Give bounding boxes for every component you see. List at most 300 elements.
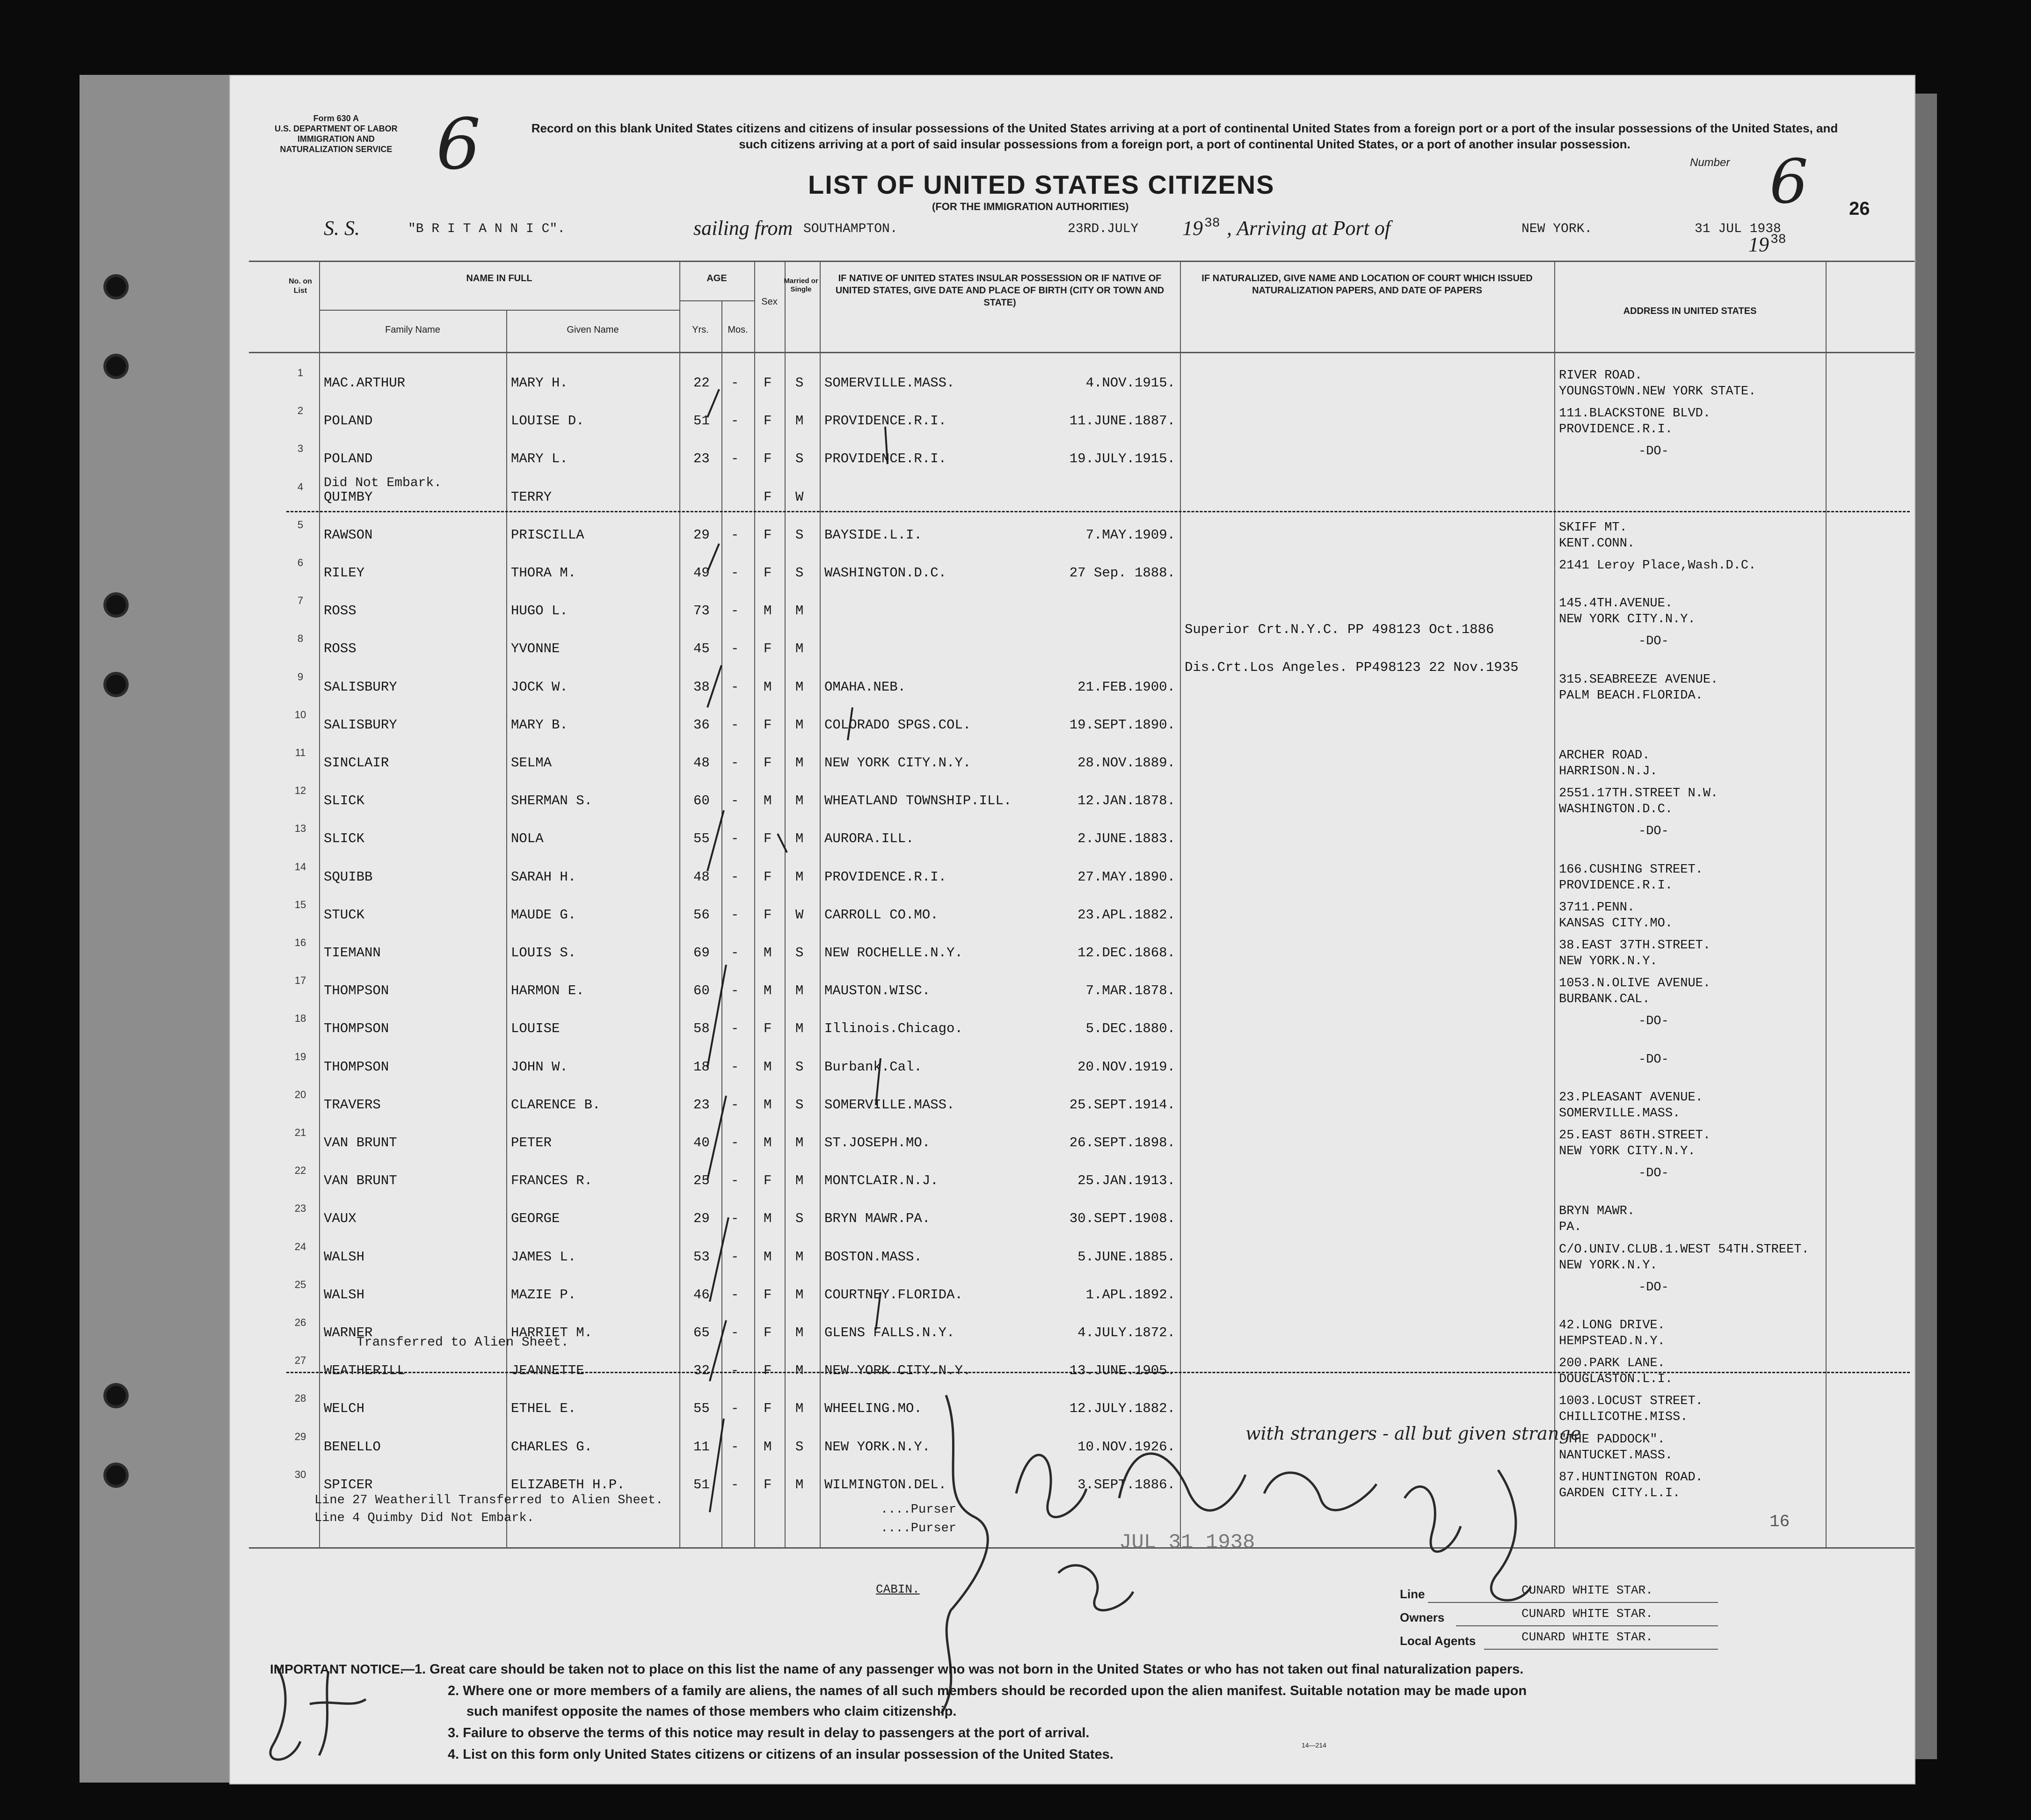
cell-yrs: 73 xyxy=(693,603,710,619)
cell-address-line-2: NANTUCKET.MASS. xyxy=(1559,1448,1673,1463)
cell-address-line-1: 23.PLEASANT AVENUE. xyxy=(1559,1090,1703,1105)
cell-place: PROVIDENCE.R.I. xyxy=(824,413,947,429)
header-birth: IF NATIVE OF UNITED STATES INSULAR POSSESSION OR IF NATIVE OF UNITED STATES, GIVE DATE AND PLACE OF BIRTH (CITY OR TOWN AND STATE) xyxy=(835,273,1165,308)
cell-place: SOMERVILLE.MASS. xyxy=(824,375,955,391)
form-id: Form 630 A xyxy=(313,114,359,123)
cell-date: 4.NOV.1915. xyxy=(1085,375,1175,391)
cell-family: RAWSON xyxy=(324,527,373,543)
cell-date: 28.NOV.1889. xyxy=(1077,755,1175,771)
cell-address-line-2: PROVIDENCE.R.I. xyxy=(1559,878,1673,893)
cell-mos: - xyxy=(731,413,739,429)
cell-date: 19.SEPT.1890. xyxy=(1069,717,1175,733)
cell-date: 7.MAY.1909. xyxy=(1085,527,1175,543)
cell-address-line-2: NEW YORK.N.Y. xyxy=(1559,954,1658,968)
purser-line-2: ....Purser xyxy=(881,1522,957,1536)
cell-family: MAC.ARTHUR xyxy=(324,375,406,391)
cell-yrs: 58 xyxy=(693,1021,710,1037)
cell-mos: - xyxy=(731,1097,739,1113)
cell-address-line-2: DOUGLASTON.L.I. xyxy=(1559,1372,1673,1387)
cell-address-line-2: CHILLICOTHE.MISS. xyxy=(1559,1410,1688,1425)
cell-address-line-2: GARDEN CITY.L.I. xyxy=(1559,1486,1681,1500)
cell-given: MARY H. xyxy=(511,375,568,391)
cell-address-line-1: BRYN MAWR. xyxy=(1559,1204,1635,1219)
cell-address-line-1: 25.EAST 86TH.STREET. xyxy=(1559,1128,1711,1143)
cell-address-line-2: PALM BEACH.FLORIDA. xyxy=(1559,688,1703,703)
row-number: 29 xyxy=(294,1430,306,1442)
cell-mos: - xyxy=(731,1211,739,1227)
cell-ms: S xyxy=(795,945,804,961)
cell-given: MARY L. xyxy=(511,451,568,467)
row-number: 21 xyxy=(294,1127,306,1138)
cell-mos: - xyxy=(731,983,739,999)
owners-value: CUNARD WHITE STAR. xyxy=(1521,1607,1653,1621)
cell-given: HARRIET M. xyxy=(511,1325,593,1340)
cell-family: TRAVERS xyxy=(324,1097,381,1113)
cell-address-line-1: ARCHER ROAD. xyxy=(1559,749,1650,763)
cell-given: MARY B. xyxy=(511,717,568,733)
row-number: 11 xyxy=(295,747,306,758)
cell-yrs: 49 xyxy=(693,565,710,581)
cell-place: ST.JOSEPH.MO. xyxy=(824,1135,931,1150)
page-title: LIST OF UNITED STATES CITIZENS xyxy=(808,170,1275,199)
table-top-rule xyxy=(249,261,1915,262)
cell-sex: M xyxy=(764,1097,772,1113)
ship-name: "B R I T A N N I C". xyxy=(408,222,566,236)
cell-sex: F xyxy=(764,451,772,467)
header-family-name: Family Name xyxy=(385,325,440,335)
cell-date: 12.JAN.1878. xyxy=(1077,793,1175,809)
year-prefix: 19 xyxy=(1182,217,1203,240)
cell-address-line-1: -DO- xyxy=(1638,634,1669,649)
cell-address-line-2: KENT.CONN. xyxy=(1559,536,1635,551)
cell-yrs: 23 xyxy=(693,1097,710,1113)
port-from: SOUTHAMPTON. xyxy=(803,222,898,236)
row-number: 28 xyxy=(294,1392,306,1405)
header-name-in-full: NAME IN FULL xyxy=(466,273,532,284)
cell-date: 1.APL.1892. xyxy=(1085,1287,1175,1303)
cell-address-line-1: C/O.UNIV.CLUB.1.WEST 54TH.STREET. xyxy=(1559,1242,1809,1257)
cell-family: RILEY xyxy=(324,565,365,581)
cell-family: SINCLAIR xyxy=(324,755,389,771)
number-label: Number xyxy=(1690,156,1730,169)
date-from: 23RD.JULY xyxy=(1068,222,1139,236)
cell-date: 12.JULY.1882. xyxy=(1069,1401,1175,1417)
cell-address-line-1: 1003.LOCUST STREET. xyxy=(1559,1394,1703,1409)
row-number: 1 xyxy=(297,367,304,379)
cell-family: POLAND xyxy=(324,413,373,429)
header-married-single: Married or Single xyxy=(784,277,818,293)
cell-address-line-1: -DO- xyxy=(1638,824,1669,839)
header-sex: Sex xyxy=(761,297,778,307)
cell-sex: F xyxy=(764,489,772,505)
cabin-label: CABIN. xyxy=(876,1582,920,1596)
cell-ms: S xyxy=(795,527,804,543)
binder-hole xyxy=(106,1465,126,1485)
cell-family: SPICER xyxy=(324,1477,373,1492)
footer-line-1: Line 27 Weatherill Transferred to Alien Sheet. xyxy=(314,1493,663,1507)
cell-yrs: 55 xyxy=(693,1401,710,1417)
cell-ms: W xyxy=(795,907,804,923)
cell-given: TERRY xyxy=(511,489,552,505)
cell-ms: S xyxy=(795,565,804,581)
row-number: 30 xyxy=(294,1468,306,1480)
cell-given: LOUISE xyxy=(511,1021,560,1037)
cell-given: ETHEL E. xyxy=(511,1401,576,1417)
row-number: 6 xyxy=(297,557,304,568)
cell-date: 26.SEPT.1898. xyxy=(1069,1135,1175,1150)
footer-line-2: Line 4 Quimby Did Not Embark. xyxy=(314,1511,534,1525)
cell-yrs: 40 xyxy=(693,1135,710,1150)
cell-given: JOHN W. xyxy=(511,1059,568,1075)
page-tally: 16 xyxy=(1769,1512,1790,1531)
cell-mos: - xyxy=(731,793,739,809)
sheet-number: 6 xyxy=(1769,146,1808,217)
cell-sex: M xyxy=(764,603,772,619)
cell-yrs: 45 xyxy=(693,641,710,657)
cell-date: 11.JUNE.1887. xyxy=(1069,413,1175,429)
cell-given: GEORGE xyxy=(511,1211,560,1227)
row-number: 5 xyxy=(297,518,304,531)
cell-place: NEW YORK CITY.N.Y. xyxy=(824,1363,971,1379)
cell-family: WALSH xyxy=(324,1249,365,1265)
service-line-1: IMMIGRATION AND xyxy=(297,134,375,144)
row4-note: Did Not Embark. xyxy=(324,476,442,490)
cell-sex: M xyxy=(764,945,772,961)
cell-ms: S xyxy=(795,1439,804,1455)
cell-address-line-2: SOMERVILLE.MASS. xyxy=(1559,1106,1681,1121)
cell-yrs: 56 xyxy=(693,907,710,923)
row-number: 25 xyxy=(294,1278,306,1290)
cell-family: QUIMBY xyxy=(324,489,373,505)
cell-place: NEW ROCHELLE.N.Y. xyxy=(824,945,963,961)
owners-label: Owners xyxy=(1400,1610,1445,1624)
margin-mark xyxy=(885,427,888,464)
service-line-2: NATURALIZATION SERVICE xyxy=(280,145,393,154)
agents-underline xyxy=(1484,1649,1718,1650)
cell-place: AURORA.ILL. xyxy=(824,831,914,847)
header-bottom-rule xyxy=(249,352,1915,353)
header-yrs: Yrs. xyxy=(692,325,709,335)
cell-address-line-2: HEMPSTEAD.N.Y. xyxy=(1559,1334,1665,1348)
cell-family: WALSH xyxy=(324,1287,365,1303)
cell-address-line-1: -DO- xyxy=(1638,1052,1669,1067)
cell-given: LOUISE D. xyxy=(511,413,584,429)
cell-place: PROVIDENCE.R.I. xyxy=(824,451,947,467)
cell-date: 21.FEB.1900. xyxy=(1077,679,1175,695)
cell-yrs: 48 xyxy=(693,869,710,885)
cell-ms: W xyxy=(795,489,804,505)
cell-address-line-1: -DO- xyxy=(1638,444,1669,459)
cell-place: CARROLL CO.MO. xyxy=(824,907,939,923)
cell-yrs: 46 xyxy=(693,1287,710,1303)
notice-3: 3. Failure to observe the terms of this notice may result in delay to passengers at the port of arrival. xyxy=(448,1725,1090,1740)
cell-family: VAUX xyxy=(324,1211,357,1227)
received-stamp: JUL 31 1938 xyxy=(1119,1531,1255,1554)
cell-sex: F xyxy=(764,375,772,391)
row-number: 23 xyxy=(294,1202,306,1215)
cell-ms: M xyxy=(795,1401,804,1417)
cell-given: PRISCILLA xyxy=(511,527,584,543)
row-number: 19 xyxy=(294,1050,306,1063)
cell-sex: F xyxy=(764,1325,772,1340)
cell-ms: M xyxy=(795,717,804,733)
row-number: 8 xyxy=(297,633,304,645)
cell-place: COLORADO SPGS.COL. xyxy=(824,717,971,733)
cell-place: MAUSTON.WISC. xyxy=(824,983,931,999)
cell-place: PROVIDENCE.R.I. xyxy=(824,869,947,885)
cell-address-line-1: 200.PARK LANE. xyxy=(1559,1356,1665,1371)
cell-given: JAMES L. xyxy=(511,1249,576,1265)
row-number: 7 xyxy=(297,595,304,607)
cell-ms: M xyxy=(795,603,804,619)
cell-ms: M xyxy=(795,413,804,429)
cell-mos: - xyxy=(731,565,739,581)
row-number: 14 xyxy=(294,860,306,873)
check-stroke xyxy=(710,1419,724,1512)
cell-address-line-1: 315.SEABREEZE AVENUE. xyxy=(1559,672,1718,687)
cell-ms: M xyxy=(795,641,804,657)
cell-date: 2.JUNE.1883. xyxy=(1077,831,1175,847)
cell-sex: M xyxy=(764,1211,772,1227)
cell-family: SQUIBB xyxy=(324,869,373,885)
cell-address-line-1: RIVER ROAD. xyxy=(1559,369,1643,383)
owners-underline xyxy=(1456,1625,1718,1626)
cell-yrs: 65 xyxy=(693,1325,710,1340)
cell-ms: M xyxy=(795,1249,804,1265)
cell-mos: - xyxy=(731,679,739,695)
row-number: 26 xyxy=(294,1317,306,1328)
cell-mos: - xyxy=(731,375,739,391)
cell-address-line-1: 145.4TH.AVENUE. xyxy=(1559,597,1673,611)
cell-family: VAN BRUNT xyxy=(324,1135,397,1150)
row-number: 16 xyxy=(294,937,306,948)
cell-mos: - xyxy=(731,1401,739,1417)
cell-place: SOMERVILLE.MASS. xyxy=(824,1097,955,1113)
cell-place: OMAHA.NEB. xyxy=(824,679,906,695)
cell-address-line-1: 1053.N.OLIVE AVENUE. xyxy=(1559,976,1711,991)
cell-yrs: 38 xyxy=(693,679,710,695)
cell-nat: Superior Crt.N.Y.C. PP 498123 Oct.1886 xyxy=(1185,622,1494,638)
cell-date: 3.SEPT.1886. xyxy=(1077,1477,1175,1492)
cell-family: TIEMANN xyxy=(324,945,381,961)
cell-given: SHERMAN S. xyxy=(511,793,593,809)
col-rule xyxy=(1554,261,1555,1547)
cell-yrs: 48 xyxy=(693,755,710,771)
cell-yrs: 60 xyxy=(693,983,710,999)
cell-address-line-1: -DO- xyxy=(1638,1166,1669,1181)
cell-ms: M xyxy=(795,755,804,771)
cell-mos: - xyxy=(731,1173,739,1189)
cell-given: HARMON E. xyxy=(511,983,584,999)
cell-address-line-1: 42.LONG DRIVE. xyxy=(1559,1318,1665,1332)
row-number: 2 xyxy=(297,405,304,417)
cell-family: SALISBURY xyxy=(324,717,397,733)
cell-given: SARAH H. xyxy=(511,869,576,885)
row-number: 3 xyxy=(297,443,304,455)
cell-family: THOMPSON xyxy=(324,983,389,999)
cell-address-line-1: 38.EAST 37TH.STREET. xyxy=(1559,939,1711,953)
cell-mos: - xyxy=(731,869,739,885)
cell-yrs: 32 xyxy=(693,1363,710,1379)
cell-family: SLICK xyxy=(324,831,365,847)
cell-yrs: 23 xyxy=(693,451,710,467)
binder-hole xyxy=(106,675,126,694)
cell-sex: F xyxy=(764,1401,772,1417)
cell-place: WHEELING.MO. xyxy=(824,1401,922,1417)
cell-place: MONTCLAIR.N.J. xyxy=(824,1173,939,1189)
cell-mos: - xyxy=(731,1439,739,1455)
cell-ms: M xyxy=(795,1287,804,1303)
margin-mark xyxy=(876,1292,881,1330)
cell-ms: M xyxy=(795,1363,804,1379)
cell-date: 27.MAY.1890. xyxy=(1077,869,1175,885)
year-prefix-2: 19 xyxy=(1748,233,1769,256)
cell-sex: F xyxy=(764,1287,772,1303)
ss-label: S. S. xyxy=(324,217,360,240)
cell-date: 30.SEPT.1908. xyxy=(1069,1211,1175,1227)
cell-yrs: 22 xyxy=(693,375,710,391)
cell-address-line-1: "THE PADDOCK". xyxy=(1559,1432,1665,1447)
cell-given: SELMA xyxy=(511,755,552,771)
cell-given: MAZIE P. xyxy=(511,1287,576,1303)
cell-address-line-1: -DO- xyxy=(1638,1014,1669,1029)
cell-place: BOSTON.MASS. xyxy=(824,1249,922,1265)
cell-ms: S xyxy=(795,1097,804,1113)
cell-yrs: 11 xyxy=(693,1439,710,1455)
cell-sex: F xyxy=(764,641,772,657)
cell-date: 5.DEC.1880. xyxy=(1085,1021,1175,1037)
cell-mos: - xyxy=(731,1477,739,1492)
age-subhead-rule xyxy=(679,300,754,301)
cell-date: 27 Sep. 1888. xyxy=(1069,565,1175,581)
binder-hole xyxy=(106,277,126,297)
handwritten-sheet-mark: 6 xyxy=(436,104,481,185)
row-number: 9 xyxy=(297,670,304,683)
cell-given: FRANCES R. xyxy=(511,1173,593,1189)
cell-mos: - xyxy=(731,1325,739,1340)
header-given-name: Given Name xyxy=(567,325,619,335)
cell-yrs: 53 xyxy=(693,1249,710,1265)
cell-place: NEW YORK CITY.N.Y. xyxy=(824,755,971,771)
row-number: 4 xyxy=(297,480,304,493)
binder-hole xyxy=(106,595,126,615)
cell-ms: M xyxy=(795,983,804,999)
cell-sex: M xyxy=(764,1135,772,1150)
cell-given: ELIZABETH H.P. xyxy=(511,1477,625,1492)
cell-sex: F xyxy=(764,1173,772,1189)
notice-4: 4. List on this form only United States citizens or citizens of an insular possession of the United States. xyxy=(448,1747,1114,1762)
cell-family: WELCH xyxy=(324,1401,365,1417)
port-arrival: NEW YORK. xyxy=(1521,222,1593,236)
header-address: ADDRESS IN UNITED STATES xyxy=(1623,306,1757,316)
cell-sex: F xyxy=(764,1021,772,1037)
cell-given: NOLA xyxy=(511,831,544,847)
row-number: 13 xyxy=(294,823,306,835)
cell-family: WEATHERILL xyxy=(324,1363,406,1379)
line-value: CUNARD WHITE STAR. xyxy=(1521,1583,1653,1597)
row-number: 15 xyxy=(294,898,306,910)
cell-mos: - xyxy=(731,527,739,543)
cell-given: YVONNE xyxy=(511,641,560,657)
agents-label: Local Agents xyxy=(1400,1634,1476,1648)
agents-value: CUNARD WHITE STAR. xyxy=(1521,1630,1653,1644)
cell-place: WHEATLAND TOWNSHIP.ILL. xyxy=(824,793,1012,809)
cell-given: PETER xyxy=(511,1135,552,1150)
cell-address-line-1: 166.CUSHING STREET. xyxy=(1559,862,1703,877)
row-number: 12 xyxy=(294,785,306,797)
cell-family: THOMPSON xyxy=(324,1059,389,1075)
cell-address-line-2: BURBANK.CAL. xyxy=(1559,992,1650,1007)
cell-ms: M xyxy=(795,1477,804,1492)
cell-address-line-2: YOUNGSTOWN.NEW YORK STATE. xyxy=(1559,385,1756,399)
cell-sex: F xyxy=(764,413,772,429)
cell-ms: M xyxy=(795,793,804,809)
cell-given: JEANNETTE xyxy=(511,1363,584,1379)
cell-sex: F xyxy=(764,869,772,885)
row-number: 22 xyxy=(294,1165,306,1177)
cell-given: HUGO L. xyxy=(511,603,568,619)
cell-family: VAN BRUNT xyxy=(324,1173,397,1189)
row27-note: Transferred to Alien Sheet. xyxy=(357,1335,569,1350)
cell-nat: Dis.Crt.Los Angeles. PP498123 22 Nov.1935 xyxy=(1185,660,1519,676)
cell-mos: - xyxy=(731,1363,739,1379)
cell-place: COURTNEY.FLORIDA. xyxy=(824,1287,963,1303)
cell-place: Illinois.Chicago. xyxy=(824,1021,963,1037)
line-label: Line xyxy=(1400,1587,1425,1601)
handwritten-remark: with strangers - all but given strange xyxy=(1245,1423,1581,1444)
cell-sex: M xyxy=(764,983,772,999)
cell-given: LOUIS S. xyxy=(511,945,576,961)
cell-family: SLICK xyxy=(324,793,365,809)
header-mos: Mos. xyxy=(728,325,748,335)
cell-place: BAYSIDE.L.I. xyxy=(824,527,922,543)
cell-family: ROSS xyxy=(324,603,357,619)
form-id-block xyxy=(275,113,398,154)
cell-date: 25.SEPT.1914. xyxy=(1069,1097,1175,1113)
cell-yrs: 25 xyxy=(693,1173,710,1189)
cell-sex: M xyxy=(764,1249,772,1265)
cell-given: MAUDE G. xyxy=(511,907,576,923)
cell-date: 5.JUNE.1885. xyxy=(1077,1249,1175,1265)
row-number: 17 xyxy=(294,975,306,987)
cell-sex: M xyxy=(764,1439,772,1455)
cell-family: WARNER xyxy=(324,1325,373,1340)
cell-given: JOCK W. xyxy=(511,679,568,695)
row-number: 18 xyxy=(294,1012,306,1025)
cell-family: POLAND xyxy=(324,451,373,467)
cell-ms: M xyxy=(795,1325,804,1340)
margin-mark xyxy=(876,1058,881,1105)
cell-sex: F xyxy=(764,755,772,771)
cell-date: 20.NOV.1919. xyxy=(1077,1059,1175,1075)
cell-address-line-2: PROVIDENCE.R.I. xyxy=(1559,422,1673,437)
cell-family: SALISBURY xyxy=(324,679,397,695)
col-rule xyxy=(1180,261,1181,1547)
cell-sex: F xyxy=(764,717,772,733)
cell-address-line-1: SKIFF MT. xyxy=(1559,520,1627,535)
notice-label: IMPORTANT NOTICE. xyxy=(270,1662,404,1676)
cell-yrs: 69 xyxy=(693,945,710,961)
manifest-page xyxy=(229,75,1915,1784)
cell-sex: F xyxy=(764,907,772,923)
cell-address-line-2: PA. xyxy=(1559,1220,1582,1235)
cell-yrs: 29 xyxy=(693,1211,710,1227)
cell-ms: M xyxy=(795,1021,804,1037)
corner-number: 26 xyxy=(1849,198,1870,219)
cell-given: THORA M. xyxy=(511,565,576,581)
cell-place: WILMINGTON.DEL. xyxy=(824,1477,947,1492)
cell-date: 4.JULY.1872. xyxy=(1077,1325,1175,1340)
